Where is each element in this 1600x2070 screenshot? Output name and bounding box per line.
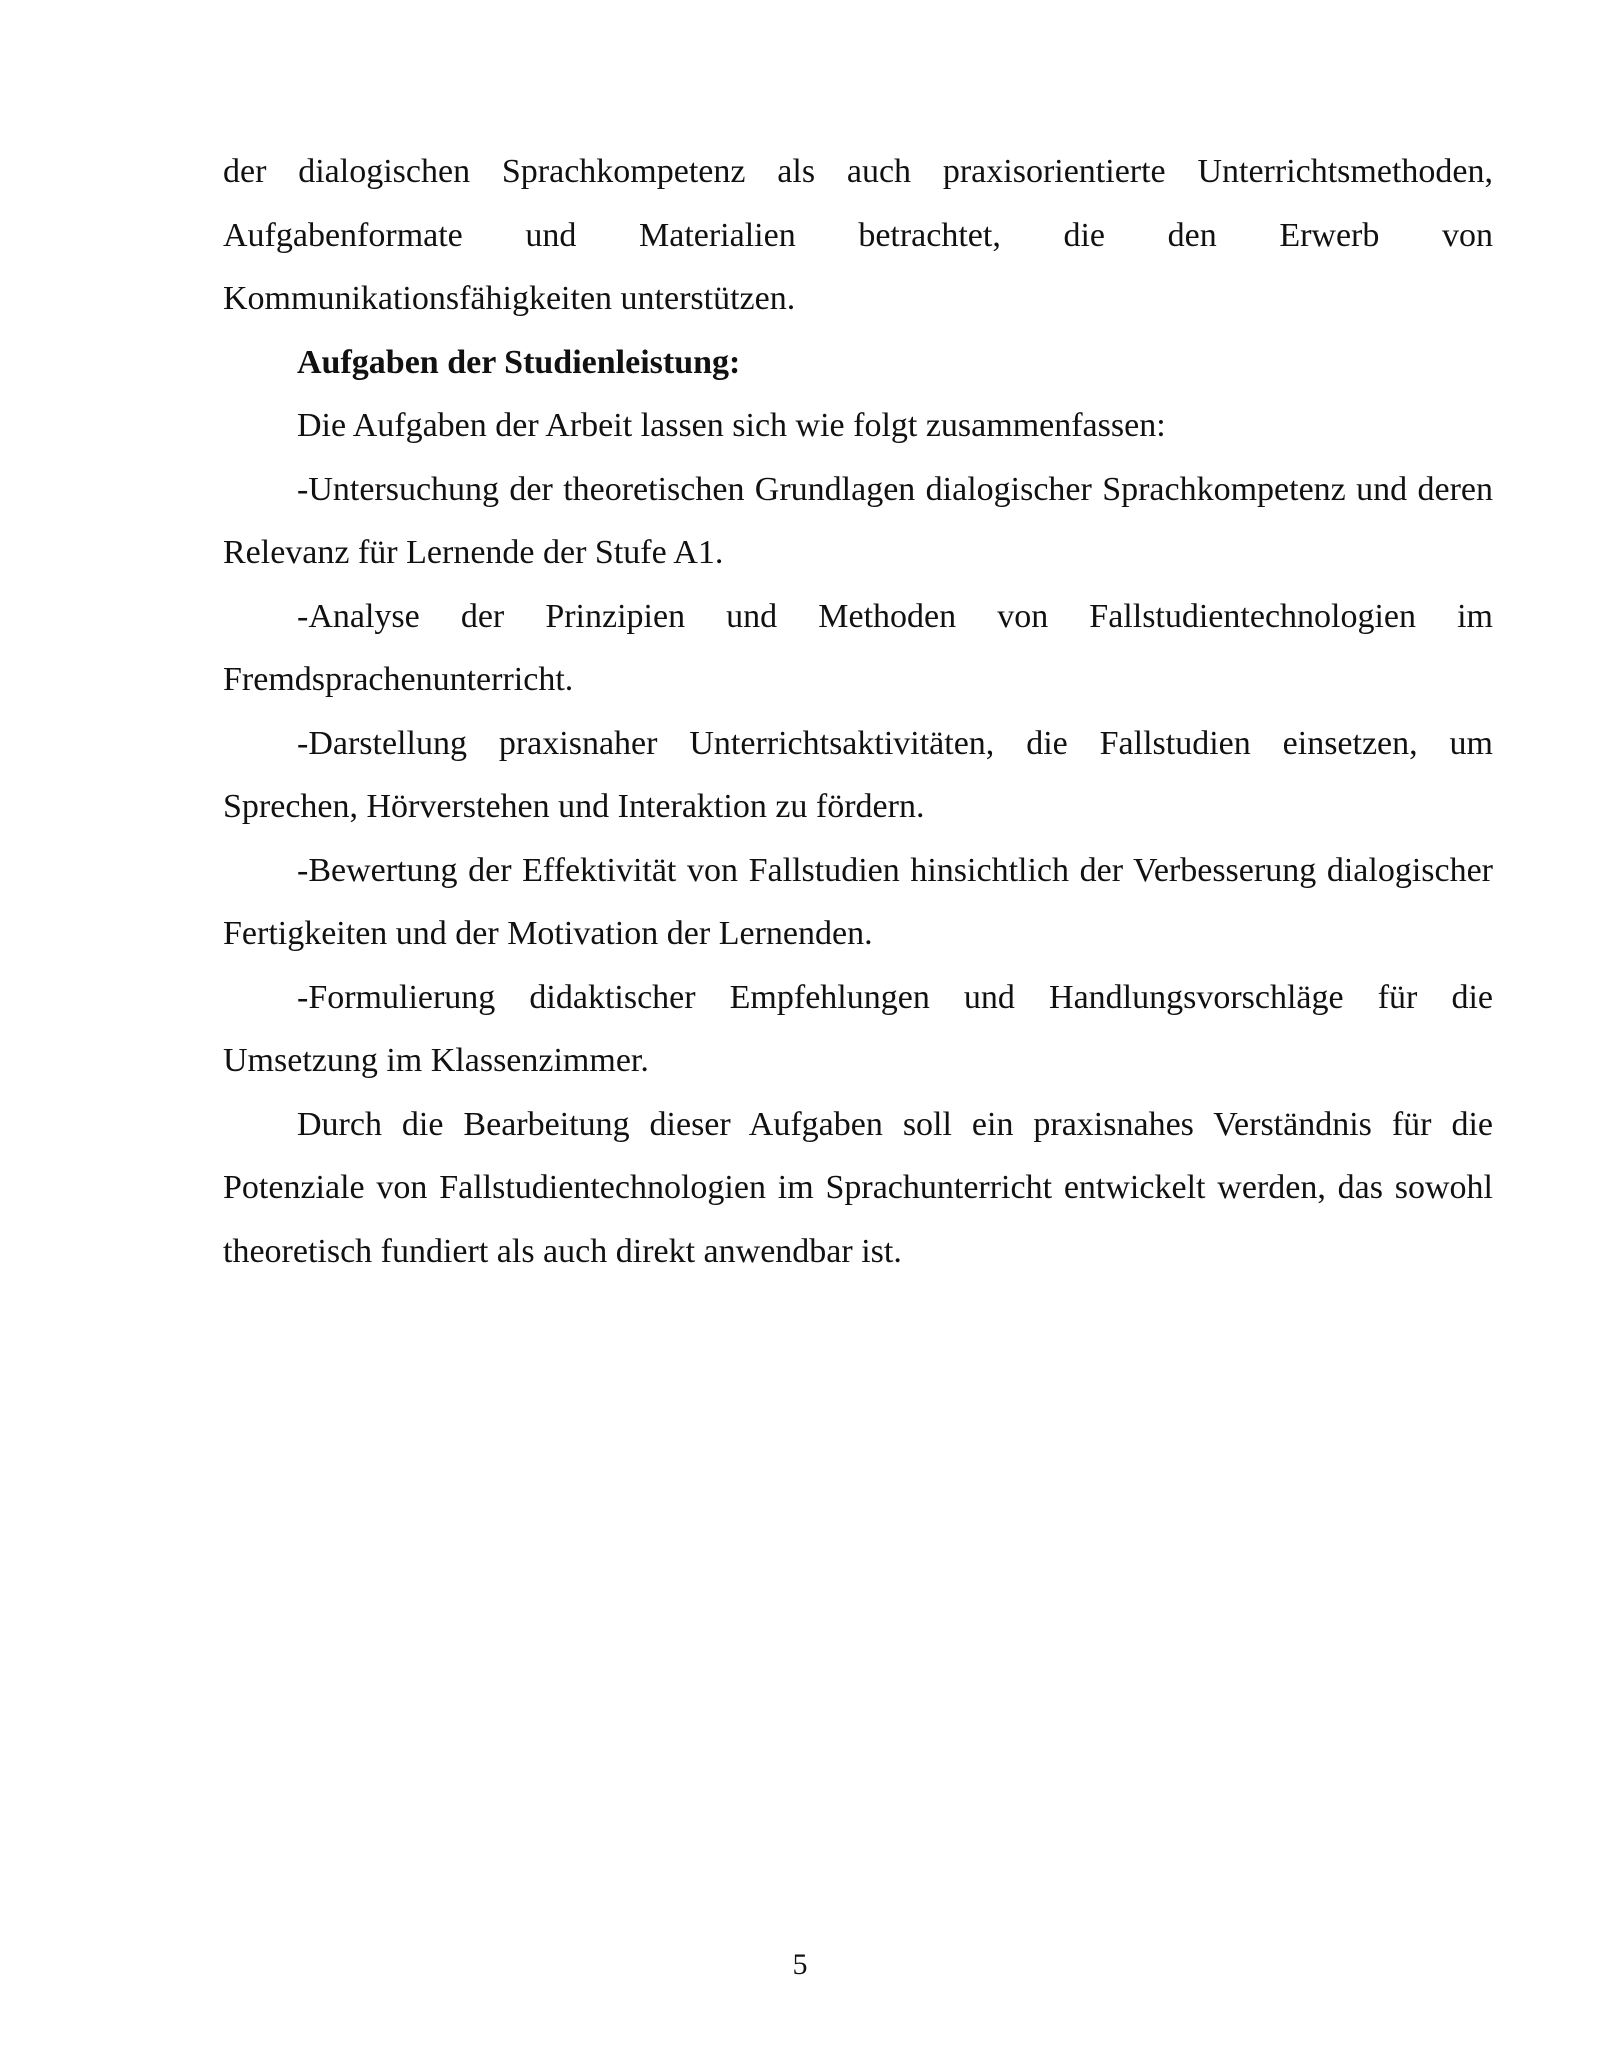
task-item-4: -Bewertung der Effektivität von Fallstudien hinsichtlich der Verbesserung dialogischer Fertigkeiten und der Motivation der Lernenden. bbox=[223, 851, 1493, 952]
page-number: 5 bbox=[792, 1948, 808, 1981]
task-item-5: -Formulierung didaktischer Empfehlungen und Handlungsvorschläge für die Umsetzung im Klassenzimmer. bbox=[223, 978, 1493, 1079]
task-item-2: -Analyse der Prinzipien und Methoden von Fallstudientechnologien im Fremdsprachenunterricht. bbox=[223, 597, 1493, 698]
task-item-1: -Untersuchung der theoretischen Grundlagen dialogischer Sprachkompetenz und deren Relevanz für Lernende der Stufe A1. bbox=[223, 470, 1493, 571]
continuation-paragraph: der dialogischen Sprachkompetenz als auch praxisorientierte Unterrichtsmethoden, Aufgabenformate und Materialien betrachtet, die den Erwerb von Kommunikationsfähigkeiten unterstützen. bbox=[223, 153, 1493, 317]
section-heading: Aufgaben der Studienleistung: bbox=[297, 343, 741, 381]
closing-paragraph: Durch die Bearbeitung dieser Aufgaben soll ein praxisnahes Verständnis für die Potenziale von Fallstudientechnologien im Sprachunterricht entwickelt werden, das sowohl theoretisch fundiert als auch direkt anwendbar ist. bbox=[223, 1105, 1493, 1270]
task-item-3: -Darstellung praxisnaher Unterrichtsaktivitäten, die Fallstudien einsetzen, um Sprechen, Hörverstehen und Interaktion zu fördern. bbox=[223, 724, 1493, 825]
page-body bbox=[223, 140, 1493, 1283]
intro-paragraph: Die Aufgaben der Arbeit lassen sich wie folgt zusammenfassen: bbox=[297, 407, 1166, 444]
